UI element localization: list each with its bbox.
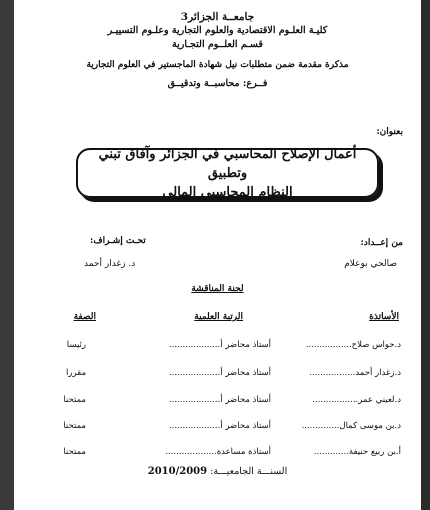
faculty-name: كليـة العلـوم الاقتصادية والعلوم التجارية وعلـوم التسييـر: [107, 25, 328, 36]
student-name: صالحي بوعلام: [344, 259, 397, 269]
document-page: [14, 0, 421, 510]
column-header-name: الأساتذة: [369, 312, 399, 322]
table-row: [14, 340, 421, 354]
member-role: مقررا: [65, 368, 86, 378]
table-row: [14, 368, 421, 382]
member-role: رئيسا: [66, 340, 86, 350]
thesis-title-line2: النظام المحاسبي المالي: [162, 184, 293, 200]
supervised-by-label: تحـت إشـراف:: [90, 236, 146, 246]
university-name: جامعــة الجزائر3: [180, 11, 255, 23]
column-header-role: الصفة: [73, 312, 96, 322]
branch-specialty: فــرع: محاسبــة وتدقيــق: [167, 78, 268, 89]
academic-year-value: 2010/2009: [147, 466, 208, 477]
prepared-by-label: من إعــداد:: [360, 238, 403, 248]
academic-year: [14, 466, 421, 477]
member-name: د.بن موسى كمال..............: [301, 421, 401, 431]
memo-description: مذكرة مقدمة ضمن متطلبات نيل شهادة الماجستير في العلوم التجارية: [86, 60, 349, 70]
table-row: [14, 395, 421, 409]
member-name: د.زغدار أحمد.................: [309, 368, 401, 378]
member-rank: أستاذ محاضر أ...................: [168, 395, 271, 405]
title-label: بعنوان:: [376, 127, 403, 137]
member-rank: أستاذ محاضر أ...................: [168, 340, 271, 350]
column-header-rank: الرتبة العلمية: [194, 312, 243, 322]
member-role: ممتحنا: [63, 421, 86, 431]
thesis-title-line1: أعمال الإصلاح المحاسبي في الجزائر وآفاق تبني وتطبيق: [98, 146, 357, 181]
university-header: [14, 0, 421, 52]
department-name: قسـم العلــوم التجـارية: [172, 39, 263, 50]
table-row: [14, 421, 421, 435]
page-shadow: [421, 0, 430, 510]
member-rank: أستاذ محاضر أ...................: [168, 421, 271, 431]
academic-year-label: السنـــة الجامعيـــة:: [210, 466, 288, 477]
table-row: [14, 447, 421, 461]
member-rank: أستاذة مساعدة...................: [165, 447, 271, 457]
member-role: ممتحنا: [63, 447, 86, 457]
member-rank: أستاذ محاضر أ...................: [168, 368, 271, 378]
thesis-title-box: [76, 148, 379, 198]
member-name: د.لعيني عمر.................: [312, 395, 401, 405]
committee-title: لجنة المناقشة: [191, 284, 244, 294]
member-name: د.حواس صلاح.................: [305, 340, 401, 350]
member-role: ممتحنا: [63, 395, 86, 405]
supervisor-name: د. زغدار أحمد: [84, 259, 136, 269]
member-name: أ.بن ربيع حنيفة.............: [313, 447, 401, 457]
